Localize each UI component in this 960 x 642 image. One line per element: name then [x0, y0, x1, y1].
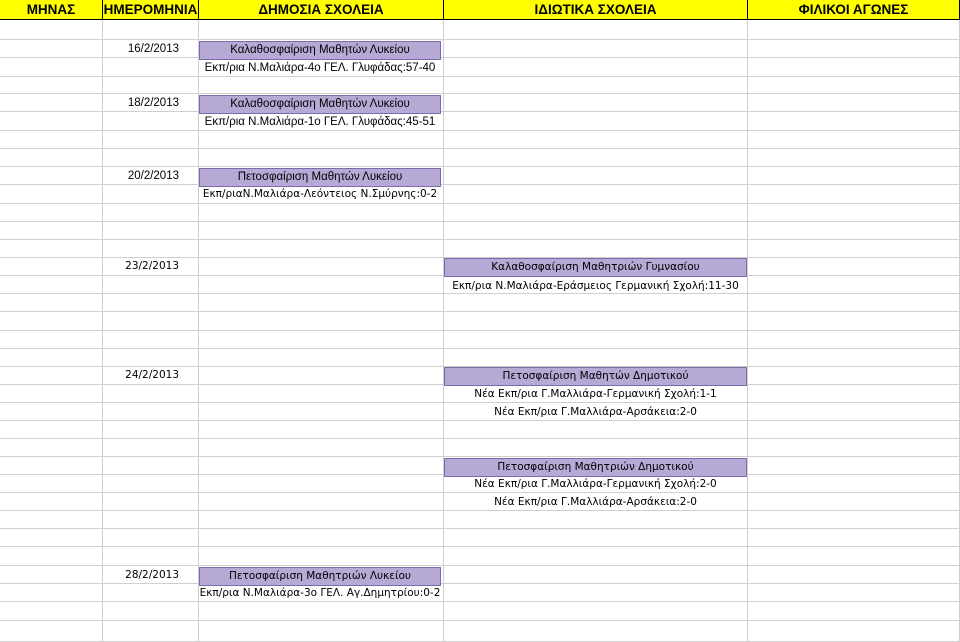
grid-cell[interactable] — [199, 547, 444, 566]
grid-cell[interactable] — [0, 167, 103, 185]
grid-cell[interactable] — [748, 493, 960, 511]
header-private-schools[interactable]: ΙΔΙΩΤΙΚΑ ΣΧΟΛΕΙΑ — [444, 0, 748, 20]
grid-cell[interactable] — [748, 112, 960, 131]
grid-cell[interactable] — [444, 112, 748, 131]
grid-cell[interactable] — [748, 367, 960, 385]
grid-cell[interactable] — [103, 529, 199, 547]
grid-cell[interactable] — [748, 457, 960, 475]
grid-cell[interactable] — [444, 312, 748, 331]
grid-cell[interactable] — [748, 475, 960, 493]
grid-cell[interactable] — [103, 421, 199, 439]
grid-cell[interactable] — [748, 20, 960, 40]
grid-cell[interactable] — [444, 349, 748, 367]
grid-cell[interactable] — [444, 621, 748, 642]
grid-cell[interactable] — [748, 511, 960, 529]
grid-cell[interactable] — [199, 20, 444, 40]
grid-cell[interactable] — [199, 621, 444, 642]
grid-cell[interactable] — [444, 511, 748, 529]
result-cell[interactable]: Εκπ/ρια Ν.Μαλιάρα-3ο ΓΕΛ. Αγ.Δημητρίου:0-2 — [199, 587, 441, 599]
grid-cell[interactable] — [0, 621, 103, 642]
grid-cell[interactable] — [748, 312, 960, 331]
grid-cell[interactable] — [103, 331, 199, 349]
grid-cell[interactable] — [0, 94, 103, 112]
grid-cell[interactable] — [103, 276, 199, 294]
row-date[interactable]: 20/2/2013 — [127, 170, 179, 182]
grid-cell[interactable] — [748, 185, 960, 204]
grid-cell[interactable] — [444, 131, 748, 149]
grid-cell[interactable] — [444, 185, 748, 204]
grid-cell[interactable] — [199, 276, 444, 294]
grid-cell[interactable] — [103, 547, 199, 566]
grid-cell[interactable] — [444, 167, 748, 185]
result-cell[interactable]: Εκπ/ριαΝ.Μαλιάρα-Λεόντειος Ν.Σμύρνης:0-2 — [202, 188, 438, 200]
grid-cell[interactable] — [0, 40, 103, 58]
result-cell[interactable]: Νέα Εκπ/ρια Γ.Μαλλιάρα-Αρσάκεια:2-0 — [494, 406, 697, 418]
grid-cell[interactable] — [748, 94, 960, 112]
grid-cell[interactable] — [748, 294, 960, 312]
grid-cell[interactable] — [199, 294, 444, 312]
grid-cell[interactable] — [0, 439, 103, 457]
grid-cell[interactable] — [748, 276, 960, 294]
row-date[interactable]: 24/2/2013 — [125, 369, 179, 381]
grid-cell[interactable] — [748, 439, 960, 457]
grid-cell[interactable] — [444, 421, 748, 439]
grid-cell[interactable] — [748, 584, 960, 602]
grid-cell[interactable] — [748, 529, 960, 547]
result-cell[interactable]: Εκπ/ρια Ν.Μαλιάρα-1ο ΓΕΛ. Γλυφάδας:45-51 — [204, 116, 436, 128]
grid-cell[interactable] — [103, 294, 199, 312]
result-cell[interactable]: Νέα Εκπ/ρια Γ.Μαλλιάρα-Αρσάκεια:2-0 — [494, 496, 697, 508]
grid-cell[interactable] — [103, 403, 199, 421]
grid-cell[interactable] — [0, 547, 103, 566]
grid-cell[interactable] — [0, 566, 103, 584]
grid-cell[interactable] — [748, 77, 960, 94]
grid-cell[interactable] — [444, 204, 748, 222]
grid-cell[interactable] — [103, 185, 199, 204]
grid-cell[interactable] — [748, 222, 960, 240]
grid-cell[interactable] — [0, 367, 103, 385]
grid-cell[interactable] — [444, 77, 748, 94]
grid-cell[interactable] — [103, 149, 199, 167]
grid-cell[interactable] — [444, 529, 748, 547]
grid-cell[interactable] — [199, 312, 444, 331]
event-cell[interactable]: Πετοσφαίριση Μαθητών Λυκείου — [199, 168, 441, 187]
result-cell[interactable]: Νέα Εκπ/ρια Γ.Μαλλιάρα-Γερμανική Σχολή:2-0 — [474, 478, 717, 490]
grid-cell[interactable] — [103, 475, 199, 493]
grid-cell[interactable] — [199, 403, 444, 421]
grid-cell[interactable] — [748, 349, 960, 367]
grid-cell[interactable] — [444, 94, 748, 112]
grid-cell[interactable] — [199, 222, 444, 240]
grid-cell[interactable] — [199, 602, 444, 621]
grid-cell[interactable] — [748, 602, 960, 621]
result-cell[interactable]: Εκπ/ρια Ν.Μαλιάρα-Εράσμειος Γερμανική Σχολή:11-30 — [452, 280, 739, 292]
result-cell[interactable]: Νέα Εκπ/ρια Γ.Μαλλιάρα-Γερμανική Σχολή:1-1 — [474, 388, 717, 400]
grid-cell[interactable] — [199, 493, 444, 511]
grid-cell[interactable] — [0, 204, 103, 222]
event-cell[interactable]: Καλαθοσφαίριση Μαθητριών Γυμνασίου — [444, 258, 747, 277]
grid-cell[interactable] — [748, 258, 960, 276]
grid-cell[interactable] — [0, 112, 103, 131]
grid-cell[interactable] — [199, 349, 444, 367]
grid-cell[interactable] — [444, 602, 748, 621]
grid-cell[interactable] — [0, 131, 103, 149]
grid-cell[interactable] — [0, 475, 103, 493]
row-date[interactable]: 16/2/2013 — [127, 43, 179, 55]
row-date[interactable]: 28/2/2013 — [125, 569, 179, 581]
grid-cell[interactable] — [748, 331, 960, 349]
grid-cell[interactable] — [103, 349, 199, 367]
grid-cell[interactable] — [0, 493, 103, 511]
header-friendly-games[interactable]: ΦΙΛΙΚΟΙ ΑΓΩΝΕΣ — [748, 0, 960, 20]
grid-cell[interactable] — [444, 20, 748, 40]
grid-cell[interactable] — [103, 204, 199, 222]
grid-cell[interactable] — [199, 457, 444, 475]
grid-cell[interactable] — [199, 149, 444, 167]
event-cell[interactable]: Πετοσφαίριση Μαθητών Δημοτικού — [444, 367, 747, 386]
grid-cell[interactable] — [0, 222, 103, 240]
grid-cell[interactable] — [199, 439, 444, 457]
grid-cell[interactable] — [444, 584, 748, 602]
row-date[interactable]: 18/2/2013 — [127, 97, 179, 109]
grid-cell[interactable] — [748, 547, 960, 566]
grid-cell[interactable] — [444, 566, 748, 584]
grid-cell[interactable] — [0, 149, 103, 167]
grid-cell[interactable] — [0, 77, 103, 94]
grid-cell[interactable] — [444, 149, 748, 167]
grid-cell[interactable] — [0, 276, 103, 294]
grid-cell[interactable] — [444, 547, 748, 566]
grid-cell[interactable] — [199, 529, 444, 547]
grid-cell[interactable] — [748, 566, 960, 584]
result-cell[interactable]: Εκπ/ρια Ν.Μαλιάρα-4ο ΓΕΛ. Γλυφάδας:57-40 — [204, 62, 436, 74]
grid-cell[interactable] — [103, 20, 199, 40]
grid-cell[interactable] — [199, 385, 444, 403]
grid-cell[interactable] — [103, 58, 199, 77]
grid-cell[interactable] — [103, 312, 199, 331]
event-cell[interactable]: Πετοσφαίριση Μαθητριών Λυκείου — [199, 567, 441, 586]
grid-cell[interactable] — [103, 621, 199, 642]
grid-cell[interactable] — [0, 240, 103, 258]
grid-cell[interactable] — [0, 602, 103, 621]
grid-cell[interactable] — [748, 167, 960, 185]
grid-cell[interactable] — [199, 331, 444, 349]
grid-cell[interactable] — [748, 58, 960, 77]
grid-cell[interactable] — [0, 457, 103, 475]
grid-cell[interactable] — [199, 131, 444, 149]
grid-cell[interactable] — [0, 294, 103, 312]
grid-cell[interactable] — [0, 511, 103, 529]
grid-cell[interactable] — [0, 584, 103, 602]
header-public-schools[interactable]: ΔΗΜΟΣΙΑ ΣΧΟΛΕΙΑ — [199, 0, 444, 20]
grid-cell[interactable] — [748, 131, 960, 149]
grid-cell[interactable] — [748, 385, 960, 403]
grid-cell[interactable] — [103, 439, 199, 457]
grid-cell[interactable] — [444, 58, 748, 77]
event-cell[interactable]: Πετοσφαίριση Μαθητριών Δημοτικού — [444, 458, 747, 477]
grid-cell[interactable] — [0, 331, 103, 349]
grid-cell[interactable] — [748, 240, 960, 258]
grid-cell[interactable] — [0, 258, 103, 276]
grid-cell[interactable] — [0, 349, 103, 367]
grid-cell[interactable] — [199, 204, 444, 222]
grid-cell[interactable] — [103, 222, 199, 240]
grid-cell[interactable] — [0, 185, 103, 204]
grid-cell[interactable] — [0, 403, 103, 421]
grid-cell[interactable] — [103, 131, 199, 149]
grid-cell[interactable] — [0, 58, 103, 77]
event-cell[interactable]: Καλαθοσφαίριση Μαθητών Λυκείου — [199, 95, 441, 114]
grid-cell[interactable] — [199, 511, 444, 529]
grid-cell[interactable] — [0, 529, 103, 547]
grid-cell[interactable] — [0, 20, 103, 40]
grid-cell[interactable] — [444, 331, 748, 349]
grid-cell[interactable] — [748, 149, 960, 167]
grid-cell[interactable] — [103, 457, 199, 475]
grid-cell[interactable] — [0, 312, 103, 331]
grid-cell[interactable] — [748, 204, 960, 222]
grid-cell[interactable] — [748, 403, 960, 421]
grid-cell[interactable] — [199, 77, 444, 94]
grid-cell[interactable] — [103, 584, 199, 602]
grid-cell[interactable] — [748, 421, 960, 439]
grid-cell[interactable] — [199, 367, 444, 385]
event-cell[interactable]: Καλαθοσφαίριση Μαθητών Λυκείου — [199, 41, 441, 60]
row-date[interactable]: 23/2/2013 — [125, 260, 179, 272]
grid-cell[interactable] — [199, 240, 444, 258]
grid-cell[interactable] — [199, 475, 444, 493]
grid-cell[interactable] — [103, 493, 199, 511]
grid-cell[interactable] — [103, 112, 199, 131]
grid-cell[interactable] — [199, 421, 444, 439]
grid-cell[interactable] — [103, 602, 199, 621]
grid-cell[interactable] — [103, 511, 199, 529]
grid-cell[interactable] — [444, 40, 748, 58]
grid-cell[interactable] — [748, 621, 960, 642]
grid-cell[interactable] — [103, 77, 199, 94]
grid-cell[interactable] — [0, 421, 103, 439]
grid-cell[interactable] — [444, 240, 748, 258]
grid-cell[interactable] — [444, 439, 748, 457]
grid-cell[interactable] — [0, 385, 103, 403]
grid-cell[interactable] — [748, 40, 960, 58]
grid-cell[interactable] — [103, 240, 199, 258]
header-month[interactable]: ΜΗΝΑΣ — [0, 0, 103, 20]
grid-cell[interactable] — [444, 294, 748, 312]
grid-cell[interactable] — [199, 258, 444, 276]
grid-cell[interactable] — [103, 385, 199, 403]
header-date[interactable]: ΗΜΕΡΟΜΗΝΙΑ — [103, 0, 199, 20]
grid-cell[interactable] — [444, 222, 748, 240]
